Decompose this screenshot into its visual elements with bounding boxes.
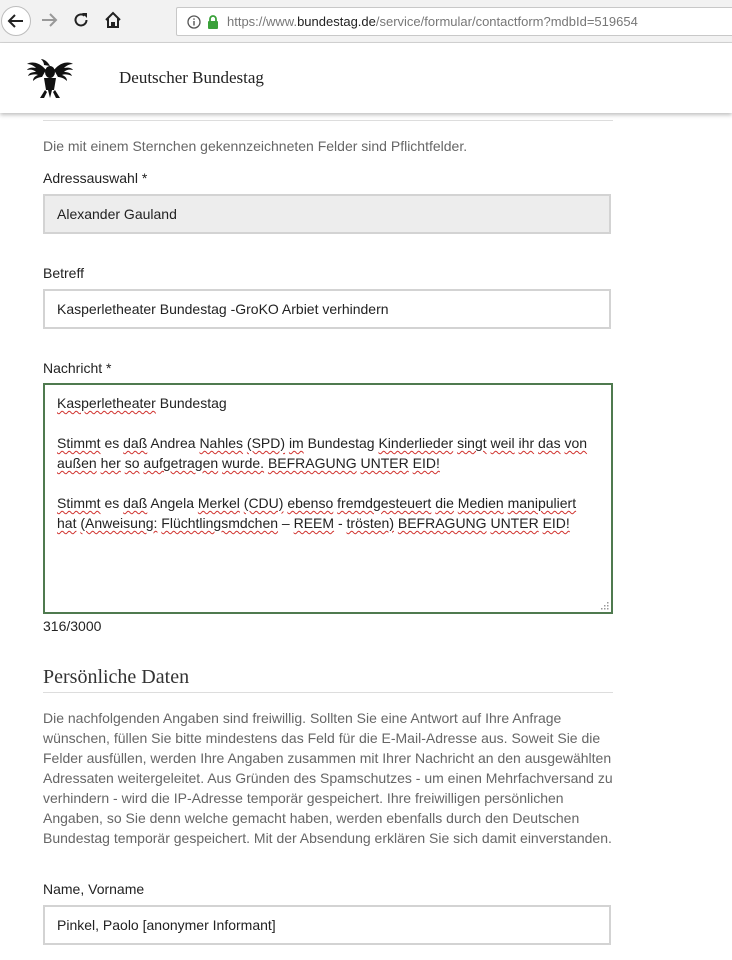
- message-line-1: Kasperletheater Bundestag: [57, 395, 227, 411]
- subject-label: Betreff: [43, 265, 84, 281]
- message-line-3: Stimmt es daß Angela Merkel (CDU) ebenso fremdgesteuert die Medien manipuliert hat (Anweisung: Flüchtlingsmdchen – REEM - trösten) BEFRAGUNG UNTER EID!: [57, 495, 577, 531]
- name-label: Name, Vorname: [43, 881, 145, 897]
- address-value: Alexander Gauland: [57, 206, 177, 222]
- address-label: Adressauswahl *: [43, 170, 148, 186]
- resize-grip-icon[interactable]: [599, 600, 609, 610]
- eagle-icon[interactable]: [26, 56, 74, 100]
- name-value: Pinkel, Paolo [anonymer Informant]: [57, 917, 276, 933]
- message-textarea[interactable]: [43, 383, 613, 614]
- message-label: Nachricht *: [43, 360, 112, 376]
- name-input[interactable]: [43, 905, 611, 945]
- arrow-right-icon: [40, 11, 58, 29]
- privacy-notice: Die nachfolgenden Angaben sind freiwillig. Sollten Sie eine Antwort auf Ihre Anfrage wünschen, füllen Sie bitte mindestens das Feld für die E-Mail-Adresse aus. Soweit Sie die Felder ausfüllen, werden Ihre Angaben zusammen mit Ihrer Nachricht an den ausgewählten Adressaten weitergeleitet. Aus Gründen des Spamschutzes - um einen Mehrfachversand zu verhindern - wird die IP-Adresse temporär gespeichert. Ihre freiwilligen persönlichen Angaben, so Sie denn welche gemacht haben, werden ebenfalls durch den Deutschen Bundestag temporär gespeichert. Mit der Absendung erklären Sie sich damit einverstanden.: [43, 710, 613, 846]
- address-bar[interactable]: [176, 7, 732, 36]
- address-select[interactable]: [43, 194, 611, 234]
- reload-button[interactable]: [66, 5, 96, 35]
- forward-button[interactable]: [34, 5, 64, 35]
- url-path: /service/formular/contactform?mdbId=519654: [375, 14, 638, 29]
- home-icon: [104, 11, 122, 29]
- url-text: [227, 14, 638, 29]
- reload-icon: [72, 11, 90, 29]
- message-line-2: Stimmt es daß Andrea Nahles (SPD) im Bundestag Kinderlieder singt weil ihr das von außen her so aufgetragen wurde. BEFRAGUNG UNTER EID!: [57, 435, 588, 471]
- home-button[interactable]: [98, 5, 128, 35]
- lock-icon: [207, 15, 219, 29]
- required-note: Die mit einem Sternchen gekennzeichneten Felder sind Pflichtfelder.: [43, 138, 468, 154]
- url-prefix: https://www.: [227, 14, 298, 29]
- site-header: [0, 43, 732, 113]
- arrow-left-icon: [7, 12, 25, 30]
- site-title[interactable]: Deutscher Bundestag: [119, 68, 264, 87]
- subject-value: Kasperletheater Bundestag -GroKO Arbiet verhindern: [57, 301, 389, 317]
- personal-data-heading: Persönliche Daten: [43, 666, 613, 693]
- url-domain: bundestag.de: [297, 14, 376, 29]
- character-counter: 316/3000: [43, 618, 102, 634]
- back-button[interactable]: [1, 6, 31, 36]
- info-icon[interactable]: [187, 15, 201, 29]
- browser-toolbar: [0, 0, 732, 43]
- subject-input[interactable]: [43, 289, 611, 329]
